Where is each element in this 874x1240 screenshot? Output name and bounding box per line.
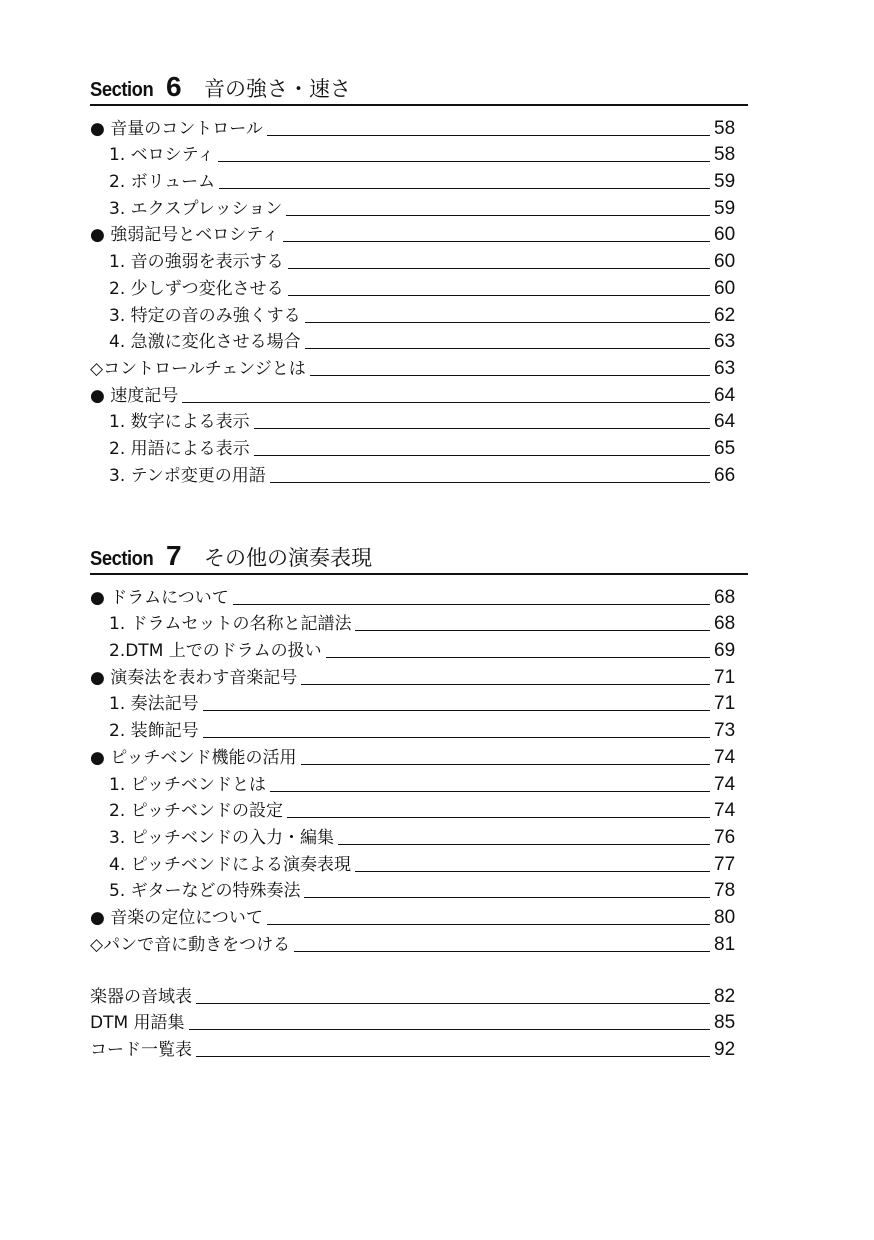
toc-entry-label: 1. ピッチベンドとは [109, 774, 266, 795]
toc-entry-page: 73 [714, 720, 736, 742]
toc-entry-page: 59 [714, 171, 736, 193]
leader-line [301, 764, 710, 765]
toc-entry-label: 2. ボリューム [109, 172, 216, 193]
toc-entry [90, 351, 741, 378]
toc-entry-label: 3. エクスプレッション [109, 198, 283, 219]
leader-line [288, 268, 710, 269]
leader-line [338, 844, 710, 845]
toc-entry-label: 3. テンポ変更の用語 [109, 465, 266, 486]
toc-entry-label: 1. 奏法記号 [109, 694, 199, 715]
toc-entry [90, 900, 741, 927]
toc-entry-page: 74 [714, 746, 736, 768]
toc-entry-page: 60 [714, 277, 736, 299]
leader-line [219, 188, 710, 189]
toc-entry [90, 271, 741, 298]
toc-entry-page: 74 [714, 773, 736, 795]
toc-entry [90, 298, 741, 325]
leader-line [305, 322, 710, 323]
section-7-toc [90, 580, 741, 954]
leader-line [286, 215, 710, 216]
leader-line [218, 161, 710, 162]
toc-entry [90, 979, 741, 1006]
toc-entry-page: 78 [714, 880, 736, 902]
toc-entry-label: DTM 用語集 [90, 1013, 185, 1034]
toc-entry-page: 85 [714, 1012, 736, 1034]
toc-entry-label: 3. 特定の音のみ強くする [109, 305, 301, 326]
toc-entry [90, 378, 741, 405]
toc-entry-page: 92 [714, 1039, 736, 1061]
toc-entry-label: 3. ピッチベンドの入力・編集 [109, 827, 334, 848]
toc-entry [90, 244, 741, 271]
leader-line [288, 295, 710, 296]
toc-entry-label: ● 音量のコントロール [90, 118, 263, 139]
toc-entry [90, 847, 741, 874]
appendix-toc [90, 979, 741, 1059]
toc-entry-page: 74 [714, 800, 736, 822]
leader-line [355, 871, 710, 872]
toc-entry-page: 71 [714, 666, 736, 688]
toc-entry [90, 325, 741, 352]
toc-entry-label: 楽器の音域表 [90, 986, 192, 1007]
leader-line [270, 791, 710, 792]
toc-entry [90, 740, 741, 767]
toc-entry [90, 607, 741, 634]
toc-entry [90, 111, 741, 138]
toc-entry [90, 874, 741, 901]
leader-line [301, 684, 710, 685]
leader-line [254, 428, 710, 429]
toc-entry-page: 64 [714, 411, 736, 433]
leader-line [203, 737, 710, 738]
toc-entry-label: コード一覧表 [90, 1040, 192, 1061]
toc-entry [90, 660, 741, 687]
toc-entry-page: 69 [714, 640, 736, 662]
leader-line [310, 375, 710, 376]
toc-entry-page: 82 [714, 985, 736, 1007]
toc-entry-label: 2. 装飾記号 [109, 721, 199, 742]
toc-entry-page: 80 [714, 906, 736, 928]
leader-line [203, 710, 710, 711]
leader-line [304, 897, 710, 898]
toc-entry-page: 66 [714, 464, 736, 486]
toc-entry-label: 2. ピッチベンドの設定 [109, 801, 283, 822]
toc-entry-page: 60 [714, 224, 736, 246]
leader-line [189, 1029, 710, 1030]
section-title: その他の演奏表現 [204, 546, 372, 570]
toc-entry [90, 794, 741, 821]
toc-entry-page: 63 [714, 357, 736, 379]
toc-entry-label: ● 速度記号 [90, 385, 179, 406]
toc-entry-page: 64 [714, 384, 736, 406]
toc-entry-page: 63 [714, 331, 736, 353]
leader-line [326, 657, 710, 658]
toc-entry-page: 68 [714, 613, 736, 635]
toc-entry-label: 5. ギターなどの特殊奏法 [109, 881, 301, 902]
leader-line [287, 817, 710, 818]
toc-entry [90, 633, 741, 660]
leader-line [196, 1003, 710, 1004]
toc-entry-page: 58 [714, 144, 736, 166]
leader-line [294, 951, 710, 952]
toc-entry-label: 1. ベロシティ [109, 145, 215, 166]
section-7-heading [90, 540, 748, 575]
section-number: 7 [166, 540, 182, 571]
leader-line [270, 482, 710, 483]
section-6-heading [90, 71, 748, 106]
leader-line [254, 455, 710, 456]
toc-entry [90, 1032, 741, 1059]
toc-entry-label: ● ドラムについて [90, 587, 229, 608]
toc-entry-page: 58 [714, 117, 736, 139]
toc-entry-page: 65 [714, 437, 736, 459]
leader-line [233, 604, 710, 605]
leader-line [355, 630, 710, 631]
toc-entry [90, 713, 741, 740]
toc-entry-label: 2. 少しずつ変化させる [109, 278, 284, 299]
toc-entry-label: 2. 用語による表示 [109, 438, 250, 459]
leader-line [283, 241, 710, 242]
leader-line [267, 924, 710, 925]
toc-entry [90, 580, 741, 607]
toc-entry-page: 60 [714, 251, 736, 273]
toc-entry-label: ● ピッチベンド機能の活用 [90, 747, 297, 768]
toc-entry [90, 820, 741, 847]
toc-entry-page: 76 [714, 826, 736, 848]
toc-entry [90, 1006, 741, 1033]
toc-entry [90, 927, 741, 954]
toc-entry-page: 81 [714, 933, 736, 955]
toc-entry-label: 4. ピッチベンドによる演奏表現 [109, 854, 351, 875]
toc-entry-label: ● 強弱記号とベロシティ [90, 225, 279, 246]
toc-entry [90, 218, 741, 245]
toc-entry-page: 59 [714, 197, 736, 219]
toc-entry-label: 2.DTM 上でのドラムの扱い [109, 641, 322, 662]
toc-entry-label: ● 演奏法を表わす音楽記号 [90, 667, 298, 688]
toc-entry-label: 1. 音の強弱を表示する [109, 252, 284, 273]
section-number: 6 [166, 71, 182, 102]
toc-entry-label: 1. 数字による表示 [109, 412, 250, 433]
toc-entry-label: ◇コントロールチェンジとは [90, 358, 306, 379]
toc-entry-label: ● 音楽の定位について [90, 907, 263, 928]
leader-line [305, 348, 710, 349]
toc-entry-page: 68 [714, 586, 736, 608]
toc-entry [90, 431, 741, 458]
leader-line [267, 135, 710, 136]
leader-line [182, 402, 710, 403]
toc-entry-label: 4. 急激に変化させる場合 [109, 332, 301, 353]
toc-entry-page: 71 [714, 693, 736, 715]
toc-entry-page: 77 [714, 853, 736, 875]
toc-entry [90, 138, 741, 165]
toc-entry-page: 62 [714, 304, 736, 326]
toc-entry [90, 405, 741, 432]
toc-entry [90, 458, 741, 485]
toc-entry [90, 687, 741, 714]
section-title: 音の強さ・速さ [204, 77, 351, 101]
section-6-toc [90, 111, 741, 485]
toc-entry-label: 1. ドラムセットの名称と記譜法 [109, 614, 352, 635]
toc-entry [90, 191, 741, 218]
section-word: Section [90, 548, 154, 570]
leader-line [196, 1056, 710, 1057]
toc-entry [90, 767, 741, 794]
section-word: Section [90, 79, 154, 101]
toc-entry [90, 164, 741, 191]
toc-entry-label: ◇パンで音に動きをつける [90, 934, 291, 955]
